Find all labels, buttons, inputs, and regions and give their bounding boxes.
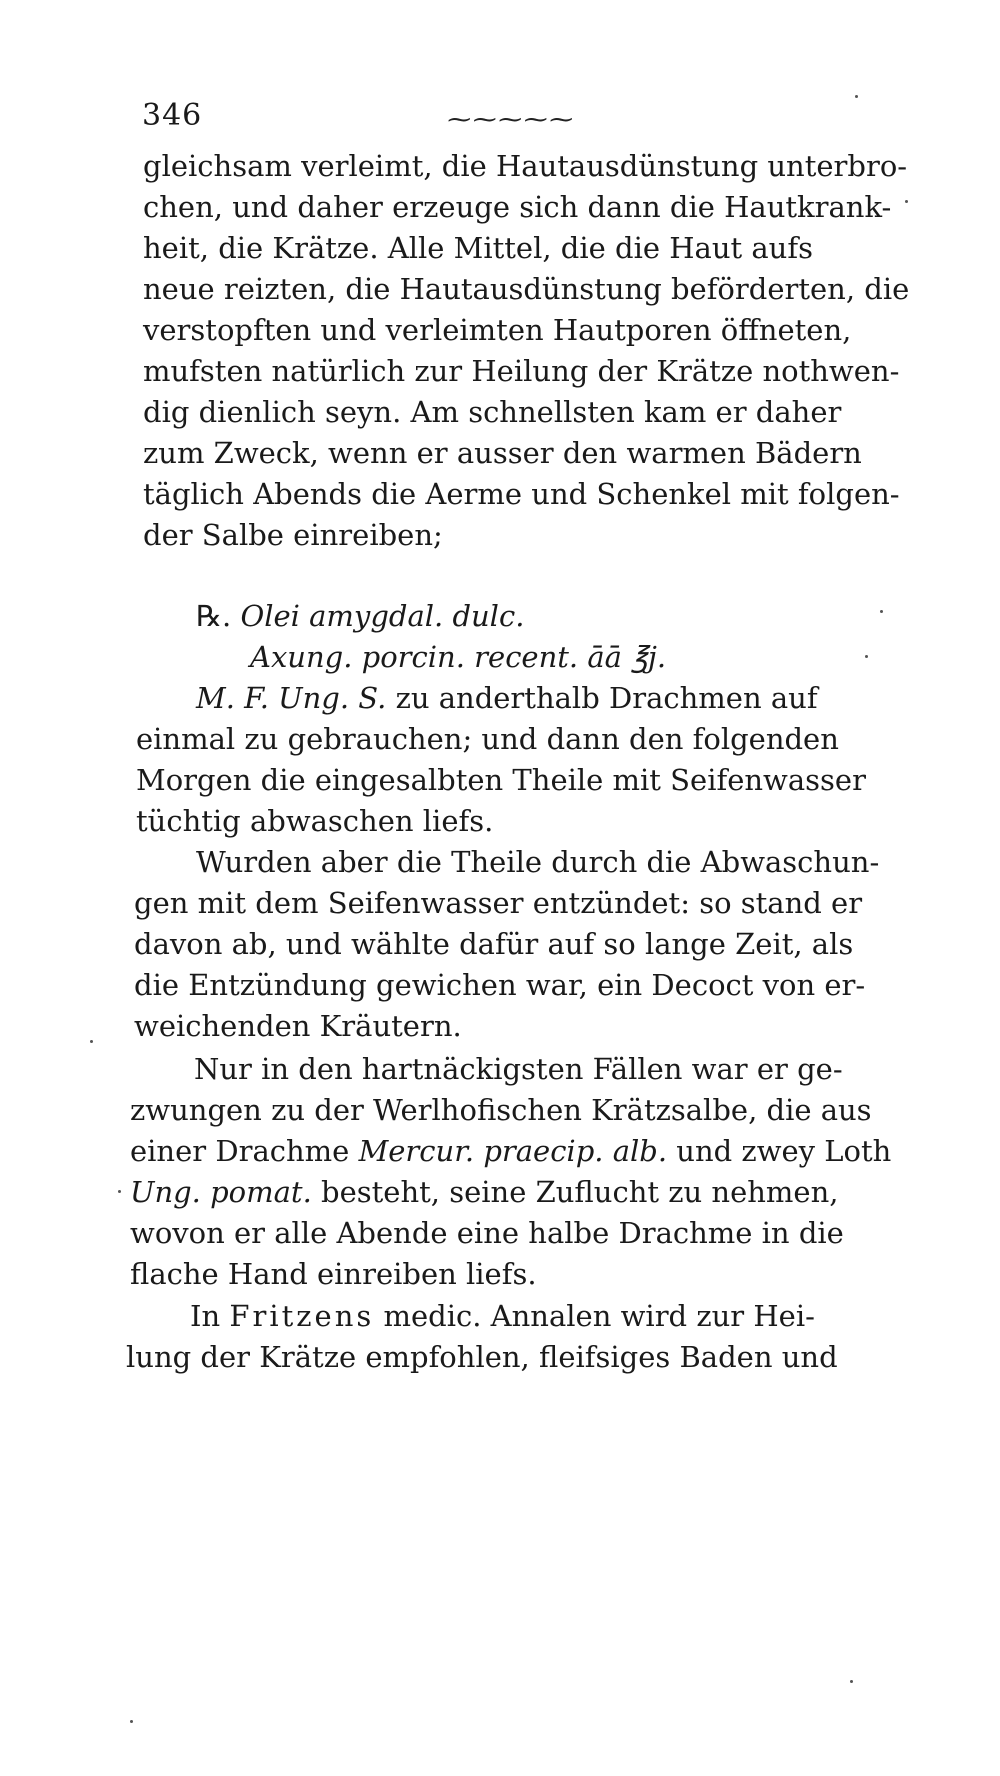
text-line: weichenden Kräutern. bbox=[134, 1009, 462, 1043]
recipe-line-3 bbox=[196, 682, 818, 714]
scan-speck bbox=[850, 1680, 853, 1683]
text-line: davon ab, und wählte dafür auf so lange Zeit, als bbox=[134, 927, 854, 961]
text-line: heit, die Krätze. Alle Mittel, die die Haut aufs bbox=[143, 231, 813, 265]
text-line: Morgen die eingesalbten Theile mit Seifenwasser bbox=[136, 763, 866, 797]
scan-speck bbox=[90, 1040, 93, 1043]
recipe-ingredient: Olei amygdal. dulc. bbox=[240, 599, 525, 633]
recipe-dosage: zu anderthalb Drachmen auf bbox=[395, 681, 818, 715]
text-line: zwungen zu der Werlhofischen Krätzsalbe, die aus bbox=[130, 1093, 872, 1127]
text-segment: medic. Annalen wird zur Hei- bbox=[374, 1299, 815, 1333]
recipe-line-2: Axung. porcin. recent. āā ℥j. bbox=[250, 640, 667, 674]
text-line: lung der Krätze empfohlen, fleifsiges Baden und bbox=[126, 1340, 838, 1374]
text-line: neue reizten, die Hautausdünstung beförderten, die bbox=[143, 272, 910, 306]
recipe-line-1 bbox=[196, 600, 524, 632]
text-line: der Salbe einreiben; bbox=[143, 518, 443, 552]
text-line: täglich Abends die Aerme und Schenkel mit folgen- bbox=[143, 477, 900, 511]
text-segment: In bbox=[190, 1299, 230, 1333]
italic-term: Mercur. praecip. alb. bbox=[358, 1134, 668, 1168]
text-line: die Entzündung gewichen war, ein Decoct von er- bbox=[134, 968, 866, 1002]
text-segment: einer Drachme bbox=[130, 1134, 359, 1168]
italic-term: Ung. pomat. bbox=[130, 1175, 312, 1209]
text-line bbox=[190, 1300, 815, 1332]
scan-speck bbox=[880, 610, 883, 613]
text-line: Wurden aber die Theile durch die Abwaschun- bbox=[196, 845, 880, 879]
scan-speck bbox=[855, 95, 858, 98]
page-number: 346 bbox=[142, 98, 203, 133]
text-line: gen mit dem Seifenwasser entzündet: so stand er bbox=[134, 886, 863, 920]
text-segment: besteht, seine Zuflucht zu nehmen, bbox=[311, 1175, 839, 1209]
text-line: zum Zweck, wenn er ausser den warmen Bädern bbox=[143, 436, 862, 470]
text-segment: und zwey Loth bbox=[667, 1134, 892, 1168]
text-line: wovon er alle Abende eine halbe Drachme in die bbox=[130, 1216, 844, 1250]
scan-speck bbox=[905, 200, 908, 203]
text-line: Nur in den hartnäckigsten Fällen war er ge- bbox=[194, 1052, 843, 1086]
scan-speck bbox=[118, 1190, 121, 1193]
scan-speck bbox=[130, 1720, 133, 1723]
text-line: verstopften und verleimten Hautporen öffneten, bbox=[143, 313, 852, 347]
text-line bbox=[130, 1135, 891, 1167]
text-line: einmal zu gebrauchen; und dann den folgenden bbox=[136, 722, 839, 756]
text-line: dig dienlich seyn. Am schnellsten kam er daher bbox=[143, 395, 842, 429]
recipe-symbol: ℞. bbox=[196, 599, 232, 633]
header-ornament: ~~~~~ bbox=[445, 106, 573, 134]
spaced-name: Fritzens bbox=[229, 1299, 375, 1333]
text-line: tüchtig abwaschen liefs. bbox=[136, 804, 494, 838]
text-line: chen, und daher erzeuge sich dann die Hautkrank- bbox=[143, 190, 892, 224]
text-line: gleichsam verleimt, die Hautausdünstung unterbro- bbox=[143, 149, 908, 183]
recipe-instruction: M. F. Ung. S. bbox=[196, 681, 387, 715]
text-line: mufsten natürlich zur Heilung der Krätze nothwen- bbox=[143, 354, 900, 388]
text-line: flache Hand einreiben liefs. bbox=[130, 1257, 537, 1291]
text-line bbox=[130, 1176, 839, 1208]
scan-speck bbox=[865, 655, 868, 658]
